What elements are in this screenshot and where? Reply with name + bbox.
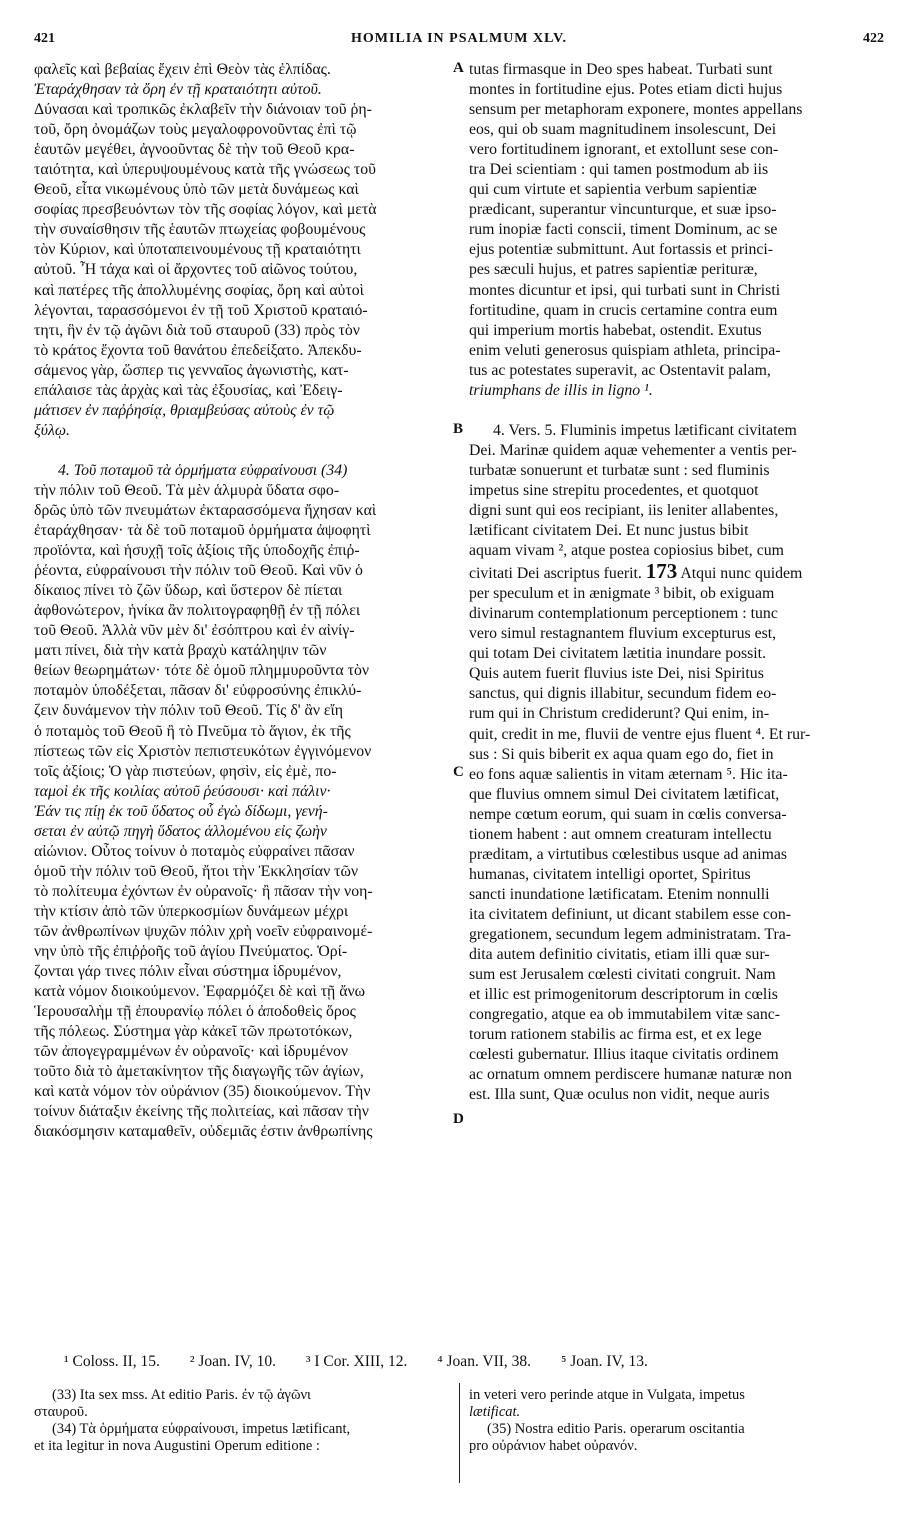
text-line: επάλαισε τὰς ἀρχὰς καὶ τὰς ἐξουσίας, καὶ Ἐδειγ- — [34, 381, 343, 399]
text-line: τοίνυν διάταξιν ἐκείνης τῆς πολιτείας, καὶ πᾶσαν τὴν — [34, 1103, 369, 1121]
note-line: σταυροῦ. — [34, 1404, 88, 1420]
text-line: κατὰ νόμον διοικούμενον. Ἐφαρμόζει δὲ καὶ τῇ ἄνω — [34, 983, 366, 1001]
editorial-notes-left — [34, 1387, 452, 1455]
text-line: triumphans de illis in ligno ¹. — [469, 381, 653, 399]
text-line: τὴν κτίσιν ἀπὸ τῶν ὑπερκοσμίων δυνάμεων μέχρι — [34, 902, 349, 920]
text-line: ac ornatum omnem perdiscere humanæ naturæ non — [469, 1066, 792, 1084]
text-line: ζονται γάρ τινες πόλιν εἶναι σύστημα ἱδρυμένον, — [34, 963, 342, 981]
note-line: (35) Nostra editio Paris. operarum oscitantia — [487, 1421, 745, 1437]
text-line: ὁ ποταμὸς τοῦ Θεοῦ ἢ τὸ Πνεῦμα τὸ ἅγιον, ἐκ τῆς — [34, 722, 351, 740]
text-line: sanctus, qui dignis illabitur, secundum fidem eo- — [469, 685, 777, 703]
text-line: ματι πίνει, διὰ τὴν κατὰ βραχὺ κατάληψιν τῶν — [34, 642, 327, 660]
text-line: Θεοῦ, εἶτα νικωμένους ὑπὸ τῶν μετὰ δυνάμεως καὶ — [34, 181, 359, 199]
text-line: ἑαυτῶν μεγέθει, ἀγνοοῦντας δὲ τὴν τοῦ Θεοῦ κρα- — [34, 141, 355, 159]
text-line: ita civitatem definiunt, ut dicant stabilem esse con- — [469, 905, 791, 923]
margin-letter-b: B — [453, 421, 464, 437]
editorial-notes-right — [469, 1387, 879, 1455]
greek-column — [34, 60, 454, 1142]
text-line: eos, qui ob suam magnitudinem insolescunt, Dei — [469, 121, 777, 139]
text-line: fortitudine, quam in crucis certamine contra eum — [469, 301, 778, 319]
text-line: vero simul restagnantem fluvium excepturus est, — [469, 625, 777, 643]
text-line: δίκαιος πίνει τὸ ζῶν ὕδωρ, καὶ ὕστερον δὲ πίεται — [34, 582, 343, 600]
text-line: 4. Vers. 5. Fluminis impetus lætificant civitatem — [493, 421, 797, 439]
note-line: (33) Ita sex mss. At editio Paris. ἐν τῷ ἀγῶνι — [52, 1387, 311, 1403]
greek-paragraph-2 — [34, 461, 454, 1143]
text-line: tra Dei scientiam : qui tamen postmodum ab iis — [469, 161, 769, 179]
text-line: humanas, civitatem intelligi oportet, Spiritus — [469, 865, 751, 883]
text-line: que fluvius omnem simul Dei civitatem lætificat, — [469, 785, 780, 803]
text-line: ποταμὸν ὑποδέξεται, πᾶσαν δι' εὐφροσύνης ἐπικλύ- — [34, 682, 362, 700]
text-line: aquam vivam ², atque postea copiosius bibet, cum — [469, 542, 784, 560]
text-line: τοῦ Θεοῦ. Ἀλλὰ νῦν μὲν δι' ἐσόπτρου καὶ ἐν αἰνίγ- — [34, 622, 355, 640]
note-line: in veteri vero perinde atque in Vulgata, impetus — [469, 1387, 745, 1403]
text-line: ejus potentiæ submittunt. Aut fortassis et princi- — [469, 241, 774, 259]
text-line: gregationem, secundum legem administratam. Tra- — [469, 925, 792, 943]
text-line: σάμενος γὰρ, ὥσπερ τις γενναῖος ἀγωνιστὴς, κατ- — [34, 361, 349, 379]
text-line: ἀφθονώτερον, ἡνίκα ἂν πολιτογραφηθῇ ἐν τῇ πόλει — [34, 602, 361, 620]
text-line: rum qui in Christum crediderunt? Qui enim, in- — [469, 705, 770, 723]
text-line: digni sunt qui eos recipiant, iis leniter allabentes, — [469, 501, 779, 519]
text-line: Ἐάν τις πίῃ ἐκ τοῦ ὕδατος οὗ ἐγὼ δίδωμι, γενή- — [34, 802, 328, 820]
text-line: quit, credit in me, fluvii de ventre ejus fluent ⁴. Et rur- — [469, 725, 811, 743]
text-line: lætificant civitatem Dei. Et nunc justus bibit — [469, 522, 749, 540]
text-fragment: civitati Dei ascriptus fuerit. — [469, 565, 642, 583]
footnote-ref: ³ I Cor. XIII, 12. — [305, 1353, 408, 1370]
text-line: sensum per metaphoram exponere, montes appellans — [469, 101, 803, 119]
text-line: ἐταράχθησαν· τὰ δὲ τοῦ ποταμοῦ ὁρμήματα ἀψοφητὶ — [34, 522, 371, 540]
text-line: τὸ πολίτευμα ἐχόντων ἐν οὐρανοῖς· ἢ πᾶσαν τὴν νοη- — [34, 882, 373, 900]
text-line: αἰώνιον. Οὗτος τοίνυν ὁ ποταμὸς εὐφραίνει πᾶσαν — [34, 842, 355, 860]
text-line: tionem habent : aut omnem creaturam intellectu — [469, 825, 772, 843]
right-page-number: 422 — [863, 31, 884, 46]
note-line: et ita legitur in nova Augustini Operum editione : — [34, 1438, 320, 1454]
text-line: qui totam Dei civitatem lætitia inundare possit. — [469, 645, 767, 663]
text-line: τῶν ἀνθρωπίνων ψυχῶν πόλιν χρὴ νοεῖν εὐφραινομέ- — [34, 922, 373, 940]
text-line: et illic est primogenitorum descriptorum in cœlis — [469, 986, 778, 1004]
text-line: enim veluti generosus quispiam athleta, principa- — [469, 341, 781, 359]
text-line: ταμοὶ ἐκ τῆς κοιλίας αὐτοῦ ῥεύσουσι· καὶ πάλιν· — [34, 782, 331, 800]
text-line: turbatæ sonuerunt et turbatæ sunt : sed fluminis — [469, 461, 770, 479]
text-line: Ἐταράχθησαν τὰ ὄρη ἐν τῇ κραταιότητι αὐτοῦ. — [34, 81, 322, 99]
text-line: διακόσμησιν καταμαθεῖν, οὐδεμιᾶς ἐστιν ἀνθρωπίνης — [34, 1123, 373, 1141]
text-line: sancti inundatione lætificatam. Etenim nonnulli — [469, 885, 770, 903]
text-line: τὴν πόλιν τοῦ Θεοῦ. Τὰ μὲν ἁλμυρὰ ὕδατα σφο- — [34, 481, 340, 499]
text-line: cœlesti gubernatur. Illius itaque civitatis ordinem — [469, 1046, 779, 1064]
text-line: Quis autem fuerit fluvius iste Dei, nisi Spiritus — [469, 665, 764, 683]
text-line: τῆς πόλεως. Σύστημα γὰρ κἀκεῖ τῶν πρωτοτόκων, — [34, 1023, 353, 1041]
text-line: Δύνασαι καὶ τροπικῶς ἐκλαβεῖν τὴν διάνοιαν τοῦ ῥη- — [34, 101, 372, 119]
text-line: qui imperium mortis habebat, ostendit. Exutus — [469, 321, 762, 339]
text-line: qui cum virtute et sapientia verbum sapientiæ — [469, 181, 757, 199]
text-line: sus : Si quis biberit ex aqua quam ego do, fiet in — [469, 745, 774, 763]
running-title: HOMILIA IN PSALMUM XLV. — [351, 31, 567, 46]
note-line: pro οὐράνιον habet οὐρανόν. — [469, 1438, 638, 1454]
footnote-ref: ⁴ Joan. VII, 38. — [437, 1353, 532, 1370]
text-line: τοῦτο διὰ τὸ ἀμετακίνητον τῆς διαγωγῆς τῶν ἁγίων, — [34, 1063, 364, 1081]
text-line: montes in fortitudine ejus. Potes etiam dicti hujus — [469, 81, 783, 99]
text-line: προϊόντα, καὶ ἡσυχῇ τοῖς ἀξίοις τῆς ὑποδοχῆς ἐπιῤ- — [34, 542, 360, 560]
text-line: τοῖς ἀξίοις; Ὁ γὰρ πιστεύων, φησὶν, εἰς ἐμὲ, πο- — [34, 762, 337, 780]
margin-letter-d: D — [453, 1111, 464, 1127]
text-line: τοῦ, ὄρη ὀνομάζων τοὺς μεγαλοφρονοῦντας ἐπὶ τῷ — [34, 121, 357, 139]
text-line: ζειν δυνάμενον τὴν πόλιν τοῦ Θεοῦ. Τίς δ' ἂν εἴη — [34, 702, 344, 720]
greek-paragraph-1 — [34, 60, 454, 441]
text-line: nempe cœtum eorum, qui suam in cœlis conversa- — [469, 805, 787, 823]
text-line: φαλεῖς καὶ βεβαίας ἔχειν ἐπὶ Θεὸν τὰς ἐλπίδας. — [34, 61, 331, 78]
margin-letter-c: C — [453, 764, 464, 780]
text-line: λέγονται, ταρασσόμενοι ἐν τῇ τοῦ Χριστοῦ κραταιό- — [34, 301, 368, 319]
text-line: præditam, a virtutibus cœlestibus usque ad animas — [469, 845, 788, 863]
text-line: τητι, ἣν ἐν τῷ ἀγῶνι διὰ τοῦ σταυροῦ (33) πρὸς τὸν — [34, 321, 360, 339]
text-line: divinarum contemplationum perceptionem : tunc — [469, 605, 778, 623]
text-line: est. Illa sunt, Quæ oculus non vidit, neque auris — [469, 1086, 770, 1104]
text-line: ῥέοντα, εὐφραίνουσι τὴν πόλιν τοῦ Θεοῦ. Καὶ νῦν ὁ — [34, 562, 363, 580]
text-line: pes sæculi hujus, et patres sapientiæ perituræ, — [469, 261, 758, 279]
footnote-references — [34, 1353, 884, 1371]
footnote-ref: ¹ Coloss. II, 15. — [64, 1353, 160, 1370]
text-line: vero fortitudinem ignorant, et extollunt sese con- — [469, 141, 779, 159]
text-line: τὴν συναίσθησιν τῆς ἑαυτῶν πτωχείας φοβουμένους — [34, 221, 366, 239]
text-line: πίστεως τῶν εἰς Χριστὸν πεπιστευκότων ἐγγινόμενον — [34, 742, 372, 760]
text-fragment: Atqui nunc quidem — [680, 565, 803, 583]
note-line: (34) Τὰ ὁρμήματα εὐφραίνουσι, impetus lætificant, — [52, 1421, 351, 1437]
text-line: νην ὑπὸ τῆς ἐπιῤῥοῆς τοῦ ἁγίου Πνεύματος. Ὁρί- — [34, 943, 348, 961]
text-line: Dei. Marinæ quidem aquæ vehementer a ventis per- — [469, 441, 797, 459]
text-line: ξύλῳ. — [34, 421, 70, 439]
text-line: torum rationem stabilis ac firma est, et ex lege — [469, 1026, 762, 1044]
text-line: dita autem definitio civitatis, etiam illi quæ sur- — [469, 946, 770, 964]
column-number-mark: 173 — [645, 559, 678, 584]
text-line: αὐτοῦ. Ἦ τάχα καὶ οἱ ἄρχοντες τοῦ αἰῶνος τούτου, — [34, 261, 358, 279]
text-line: μάτισεν ἐν παῤῥησίᾳ, θριαμβεύσας αὐτοὺς ἐν τῷ — [34, 401, 335, 419]
text-line: eo fons aquæ salientis in vitam æternam ⁵. Hic ita- — [469, 765, 788, 783]
text-line: tus ac potestates superavit, ac Ostentavit palam, — [469, 361, 771, 379]
margin-letter-a: A — [453, 60, 464, 76]
footnote-ref: ⁵ Joan. IV, 13. — [560, 1353, 648, 1370]
running-header — [34, 31, 884, 53]
latin-column — [469, 60, 879, 1105]
left-page-number: 421 — [34, 31, 55, 46]
note-line: lætificat. — [469, 1404, 521, 1420]
text-line: καὶ πατέρες τῆς ἀπολλυμένης σοφίας, ὄρη καὶ αὐτοὶ — [34, 281, 364, 299]
text-line: θείων θεωρημάτων· τότε δὲ ὁμοῦ πλημμυροῦντα τὸν — [34, 662, 369, 680]
text-line: montes dicuntur et ipsi, qui turbati sunt in Christi — [469, 281, 781, 299]
text-line: ταιότητα, καὶ ὑπερυψουμένους κατὰ τῆς γνώσεως τοῦ — [34, 161, 376, 179]
text-line: 4. Τοῦ ποταμοῦ τὰ ὁρμήματα εὐφραίνουσι (34) — [58, 461, 348, 479]
text-line: τὸ κράτος ἔχοντα τοῦ θανάτου ἐπεδείξατο. Ἀπεκδυ- — [34, 341, 362, 359]
text-line: rum inopiæ facti conscii, timent Dominum, ac se — [469, 221, 778, 239]
text-line: δρῶς ὑπὸ τῶν πνευμάτων ἐκταρασσόμενα ἤχησαν καὶ — [34, 501, 377, 519]
text-line: impetus sine strepitu procedentes, et quotquot — [469, 481, 759, 499]
text-line: tutas firmasque in Deo spes habeat. Turbati sunt — [469, 61, 773, 78]
text-line: ὁμοῦ τὴν πόλιν τοῦ Θεοῦ, ἤτοι τὴν Ἐκκλησίαν τῶν — [34, 862, 359, 880]
text-line: per speculum et in ænigmate ³ bibit, ob exiguam — [469, 585, 775, 603]
text-line: σοφίας πρεσβευόντων τὸν τῆς σοφίας λόγον, καὶ μετὰ — [34, 201, 377, 219]
text-line: καὶ κατὰ νόμον τὸν οὐράνιον (35) διοικούμενον. Τὴν — [34, 1083, 371, 1101]
footnote-ref: ² Joan. IV, 10. — [189, 1353, 276, 1370]
notes-divider — [459, 1383, 460, 1483]
text-line — [469, 561, 879, 584]
latin-paragraph-1 — [469, 60, 879, 401]
latin-paragraph-2 — [469, 421, 879, 1106]
text-line: sum est Jerusalem cœlesti civitati congruit. Nam — [469, 966, 776, 984]
text-line: congregatio, atque ea ob immutabilem vitæ sanc- — [469, 1006, 781, 1024]
text-line: Ἱερουσαλὴμ τῇ ἐπουρανίῳ πόλει ὁ ἀποδοθεὶς ὅρος — [34, 1003, 356, 1021]
text-line: σεται ἐν αὐτῷ πηγὴ ὕδατος ἁλλομένου εἰς ζωὴν — [34, 822, 327, 840]
text-line: τὸν Κύριον, καὶ ὑποταπεινουμένους τῇ κραταιότητι — [34, 241, 361, 259]
text-line: prædicant, superantur vincunturque, et suæ ipso- — [469, 201, 777, 219]
text-line: τῶν ἀπογεγραμμένων ἐν οὐρανοῖς· καὶ ἱδρυμένον — [34, 1043, 349, 1061]
